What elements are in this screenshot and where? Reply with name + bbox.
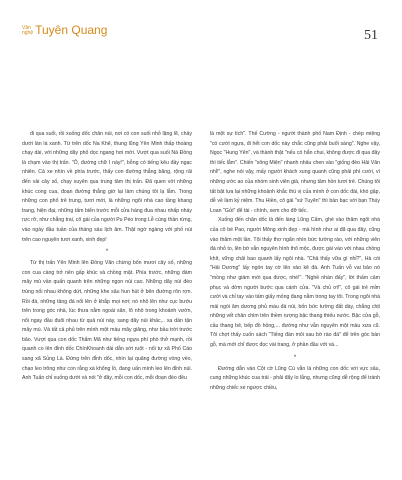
left-column bbox=[22, 130, 192, 470]
paragraph: Xuống đến chân dốc là đến làng Lũng Cẩm, ghé vào thăm ngôi nhà của cô bé Pao, người Mông xinh đẹp - mà hình như ai đã qua đây, cũng vào thăm một lần. Tôi thấy thơ ngẩn nhìn bức tường rào, với những viên đá nhỏ to, lên bờ vẫn nguyên hình thô mộc, được gài vào với nhau chồng khít, vững chãi bao quanh lấy ngôi nhà. "Chả thấy vữa gì nhỉ?", Hà cói "Hải Dương" lấy ngón tay cờ lên vào kẽ đá. Anh Tuấn vỗ vai bảo nó "mồng như giám mới qua được, nhé!". "Nghề nhàn đấy", lời thấm cảm phục và dờm người bước qua cánh cửa. "Và chủ ơi!", cô gái trẻ mỉm cười và chỉ tay vào tấm giấy mỏng đang nằm trong tay tôi. Trong ngôi nhà mái ngói âm dương phủ màu đá núi, bốn bức tường đất dày, chắng chịt những vết chân chim trên thềm rượng bậc thang thiếu nước. Bậc cửa gỗ, cầu thang bê, bếp đồ hồng,... đường như vẫn nguyên một màu xưa cũ. Tôi chợt thấy cuốn sách "Tiếng đàn môi sau bờ rào đá" để trên góc bàn gỗ, mà mới chỉ được đọc vài trang, ở phần đầu với và... bbox=[210, 217, 380, 349]
masthead-title: Tuyên Quang bbox=[35, 23, 108, 37]
right-column bbox=[210, 130, 380, 470]
section-divider: * bbox=[105, 249, 109, 256]
masthead-prefix bbox=[22, 26, 33, 36]
paragraph: đi qua suối, rồi xuống dốc chân núi, nơi có con suối nhỏ lặng lẽ, chảy dưới làn lá xanh. Từ trên dốc Na Khê, thung lũng Yên Minh thấp thoáng chạy dài, với những dãy phố dọc ngang hơi mới. Vượt qua suối Nà Đồng là chạm vào thị trấn. "Ô, đường chữ I này!", bỗng có tiếng kêu đầy ngạc nhiên. Cả xe nhìn về phía trước, thấy con đường thẳng băng, rộng rãi đến vài cây số, chạy xuyên qua trung tâm thị trấn. Đã quen với những khúc cong cua, đoạn đường thẳng giờ lại làm chúng tôi lạ lẫm. Trong những con phố trẻ trung, tươi mới, là những ngôi nhà cao tầng khang trang, hiện đại, những tấm biển trước mỗi cửa hàng đua nhau nhấp nháy rực rỡ, như chẳng trai, cô gái của người Pu Péo trong Lễ cúng thần rừng, vào ngày đầu tuần của tháng sáu lịch âm. Thật ngờ ngàng với phố núi trên cao nguyên tươi xanh, xinh đẹp! bbox=[22, 131, 192, 243]
paragraph: là một sự tích". Thế Cường - người thành phố Nam Định - chép miệng "có cưới ngựa, đi hết con dốc này chắc cũng phải buổi sáng". Nghe vậy, Ngọc "Hung Yên", và thành thật "nếu có hẳn chui, không được đi qua đây thì tiếc lắm". Chiến "sông Miện" nhanh nhảu chen vào "giống đèo Hải Vân nhỉ!", nghe nói vậy, mấy người khách xung quanh cũng phải phì cười, vì những ước ao của nhóm sinh viên già, nhưng tâm hồn tươi trẻ. Chúng tôi tất bật lựa lại những khoảnh khắc thú vị của mình ở con dốc đài, khó gặp, dễ về làm kỷ niệm. Thu Hiền, cô gái "xứ Tuyên" thì bàn bạc với bạn Thúy Loan "Gửi" để tài - chính, xem cho đỡ tiếc. bbox=[210, 131, 380, 214]
section-divider: * bbox=[293, 354, 297, 361]
masthead-small-line-2: nghệ bbox=[22, 30, 34, 36]
masthead-small-line-1: Văn bbox=[22, 25, 31, 31]
paragraph: Đường dẫn vào Cột cờ Lũng Cú vẫn là những con dốc với vực sâu, cung những khúc cua trái - phải đẩy lo lắng, nhưng cũng dễ rộng để tránh những chiếc xe ngược chiều, bbox=[210, 365, 380, 391]
page-number: 51 bbox=[364, 28, 378, 43]
paragraph: Từ thị trấn Yên Minh lên Đồng Văn chừng bốn mươi cây số, những con cua càng trở nên gấp khúc và chồng mặt. Phía trước, những đám mây mù vần quấn quanh trên những ngọn núi cao. Những dãy núi đèo trùng nối nhau không dứt, những khe sâu hun hút ở bên đường rõn rợn. Rồi đá, những tảng đá nổi lên ở khắp mọi nơi; nó nhô lên như cục bướu trên trong góc nhà, lúc thưa nằm ngoài sân, lô nhô trong khoảnh vườn, nổi ngay đầu đuôi nhau từ quả núi này, sang dãy núi khác,.. xa dần tận mây mù. Và tất cả phủ trên mình một màu mây giăng, như bầu trời trước bão. Vượt qua con dốc Thẩm Mã như tiếng ngựa phì phò thở mạnh, rồi quanh co lên đỉnh dốc ChínKhoanh dài dằn sớt ruột - nổi tự xã Phố Cáo sang xã Sủng Là. Đứng trên đỉnh dốc, nhìn lại quãng đường vòng vèo, chạo leo trông như con rắng xà khổng lồ, đang uấn mình leo lên đỉnh núi. Anh Tuấn chỉ xuống dưới và nói "ở đây, mỗi con dốc, mỗi đoạn đèo đều bbox=[22, 260, 192, 382]
magazine-masthead bbox=[22, 24, 107, 36]
article-body bbox=[22, 130, 380, 470]
